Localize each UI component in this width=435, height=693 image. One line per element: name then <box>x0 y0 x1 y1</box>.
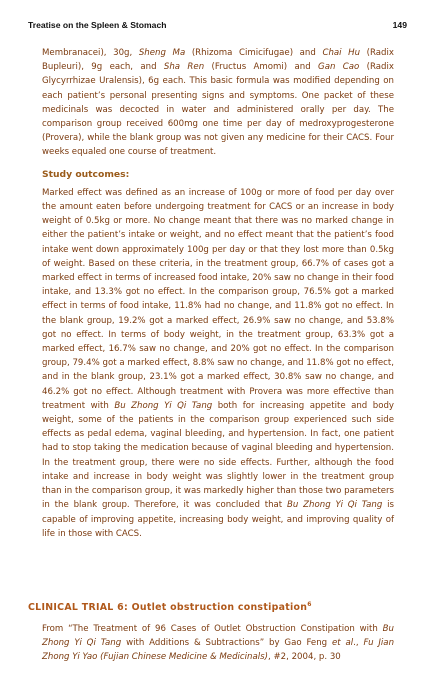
text-run: Marked effect was defined as an increase of 100g or more of food per day over the amount eaten before undergoing treatment for CACS or an increase in body weight of 0.5kg or more. No change meant that there was no marked change in either the patient’s intake or weight, and no effect meant that the patient’s food intake went down approximately 100g per day or that they lost more than 0.5kg of weight. Based on these criteria, in the treatment group, 66.7% of cases got a marked effect in terms of increased food intake, 20% saw no change in their food intake, and 13.3% got no effect. In the comparison group, 76.5% got a marked effect in terms of food intake, 11.8% had no change, and 11.8% got no effect. In the blank group, 19.2% got a marked effect, 26.9% saw no change, and 53.8% got no effect. In terms of body weight, in the treatment group, 63.3% got a marked effect, 16.7% saw no change, and 20% got no effect. In the comparison group, 79.4% got a marked effect, 8.8% saw no change, and 11.8% got no effect, and in the blank group, 23.1% got a marked effect, 30.8% saw no change, and 46.2% got no effect. Although treatment with Provera was more effective than treatment with <box>42 187 394 411</box>
running-header <box>28 20 407 30</box>
text-run: both for increasing appetite and body weight, some of the patients in the comparison group experienced such side effects as pedal edema, vaginal bleeding, and hypertension. In fact, one patient had to stop taking the medication because of vaginal bleeding and hypertension. In the treatment group, there were no side effects. Further, although the food intake and increase in body weight was slightly lower in the treatment group than in the comparison group, it was markedly higher than those two parameters in the blank group. Therefore, it was concluded that <box>42 400 394 511</box>
formula-name: Bu Zhong Yi Qi Tang <box>287 500 383 511</box>
formula-name: Bu Zhong Yi Qi Tang <box>42 624 394 649</box>
text-run: (Radix Glycyrrhizae Uralensis), 6g each. This basic formula was modified depending on each patient’s personal presenting signs and symptoms. One packet of these medicinals was decocted in water and administered orally per day. The comparison group received 600mg one time per day of medroxyprogesterone (Provera), while the blank group was not given any medicine for their CACS. Four weeks equaled one course of treatment. <box>42 62 394 158</box>
text-run: with Additions & Subtractions” by Gao Feng <box>121 638 332 649</box>
main-text <box>42 46 394 541</box>
herb-name: Gan Cao <box>318 62 360 73</box>
text-run: ., <box>353 638 364 649</box>
page-number: 149 <box>392 20 407 30</box>
text-run: (Fructus Amomi) and <box>204 62 319 73</box>
herb-name: Chai Hu <box>322 48 361 58</box>
section-heading: Study outcomes: <box>42 168 130 180</box>
book-title: Treatise on the Spleen & Stomach <box>28 20 167 30</box>
footnote-marker[interactable]: 6 <box>307 601 312 608</box>
text-run: Membranacei), 30g, <box>42 48 139 58</box>
herb-name: Sha Ren <box>163 62 205 73</box>
journal-name: Fu Jian Zhong Yi Yao (Fujian Chinese Medicine & Medicinals) <box>42 638 395 663</box>
text-run: (Rhizoma Cimicifugae) and <box>185 48 323 58</box>
text-run: is capable of improving appetite, increasing body weight, and improving quality of life in those with CACS. <box>42 500 394 539</box>
intro-paragraph <box>42 46 394 160</box>
text-run: (Radix Bupleuri), 9g each, and <box>42 48 394 73</box>
formula-name: Bu Zhong Yi Qi Tang <box>114 400 213 411</box>
text-run: , #2, 2004, p. 30 <box>267 652 341 663</box>
clinical-trial-heading <box>28 601 398 613</box>
et-al: et al <box>331 638 354 649</box>
text-run: From “The Treatment of 96 Cases of Outlet Obstruction Constipation with <box>42 624 383 634</box>
trial-label: CLINICAL TRIAL 6: Outlet obstruction constipation <box>28 602 308 614</box>
herb-name: Sheng Ma <box>138 48 186 58</box>
outcomes-paragraph <box>42 186 394 541</box>
source-citation <box>42 622 394 665</box>
